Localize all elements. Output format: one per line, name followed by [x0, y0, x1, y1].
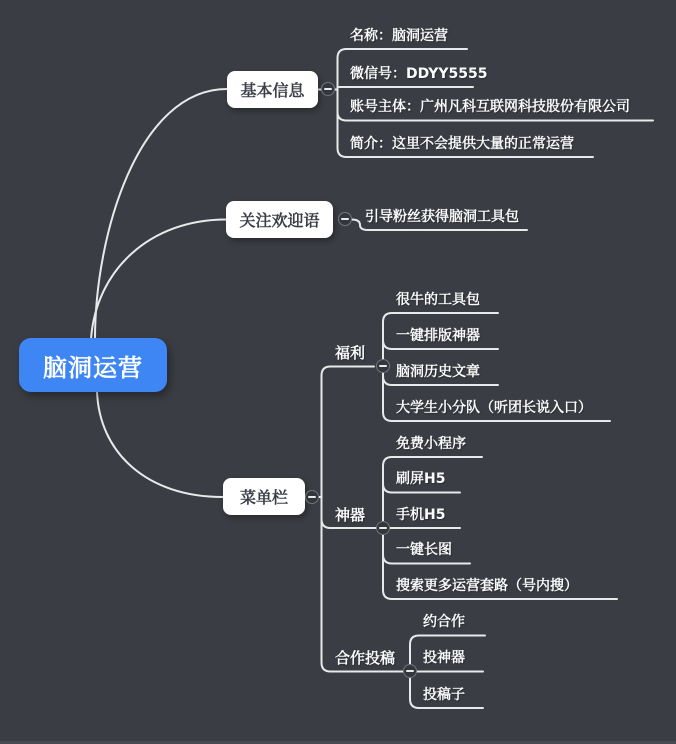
collapse-button-menu-bar[interactable]	[305, 490, 319, 504]
collapse-button-collab[interactable]	[403, 664, 417, 678]
leaf-node[interactable]: 脑洞历史文章	[396, 364, 480, 380]
leaf-node[interactable]: 一键长图	[396, 542, 452, 558]
root-node[interactable]: 脑洞运营	[19, 338, 167, 392]
leaf-node[interactable]: 名称：脑洞运营	[350, 28, 448, 44]
branch-basic-info[interactable]: 基本信息	[227, 71, 318, 108]
leaf-node[interactable]: 引导粉丝获得脑洞工具包	[365, 209, 519, 225]
minus-icon	[379, 365, 387, 367]
leaf-node[interactable]: 投稿子	[423, 687, 465, 703]
branch-menu-bar[interactable]: 菜单栏	[223, 478, 305, 515]
subbranch-tools[interactable]: 神器	[335, 506, 366, 524]
minus-icon	[379, 527, 387, 529]
collapse-button-tools[interactable]	[376, 521, 390, 535]
leaf-node[interactable]: 刷屏H5	[396, 471, 446, 487]
leaf-node[interactable]: 大学生小分队（听团长说入口）	[396, 400, 592, 416]
minus-icon	[308, 496, 316, 498]
leaf-node[interactable]: 简介：这里不会提供大量的正常运营	[350, 136, 574, 152]
minus-icon	[324, 88, 332, 90]
collapse-button-welcome[interactable]	[338, 212, 352, 226]
leaf-node[interactable]: 约合作	[423, 614, 465, 630]
leaf-node[interactable]: 搜索更多运营套路（号内搜）	[396, 578, 578, 594]
leaf-node[interactable]: 免费小程序	[396, 436, 466, 452]
leaf-node[interactable]: 微信号：DDYY5555	[350, 66, 488, 82]
minus-icon	[406, 670, 414, 672]
leaf-node[interactable]: 很牛的工具包	[396, 292, 480, 308]
collapse-button-basic-info[interactable]	[321, 82, 335, 96]
minus-icon	[341, 218, 349, 220]
branch-welcome-message[interactable]: 关注欢迎语	[226, 201, 333, 238]
subbranch-collab[interactable]: 合作投稿	[335, 649, 396, 667]
leaf-node[interactable]: 手机H5	[396, 507, 446, 523]
leaf-node[interactable]: 投神器	[423, 650, 465, 666]
root-branch-curves	[91, 89, 227, 497]
leaf-node[interactable]: 账号主体：广州凡科互联网科技股份有限公司	[350, 99, 630, 115]
subbranch-benefits[interactable]: 福利	[335, 344, 366, 362]
leaf-node[interactable]: 一键排版神器	[396, 328, 480, 344]
collapse-button-benefits[interactable]	[376, 359, 390, 373]
